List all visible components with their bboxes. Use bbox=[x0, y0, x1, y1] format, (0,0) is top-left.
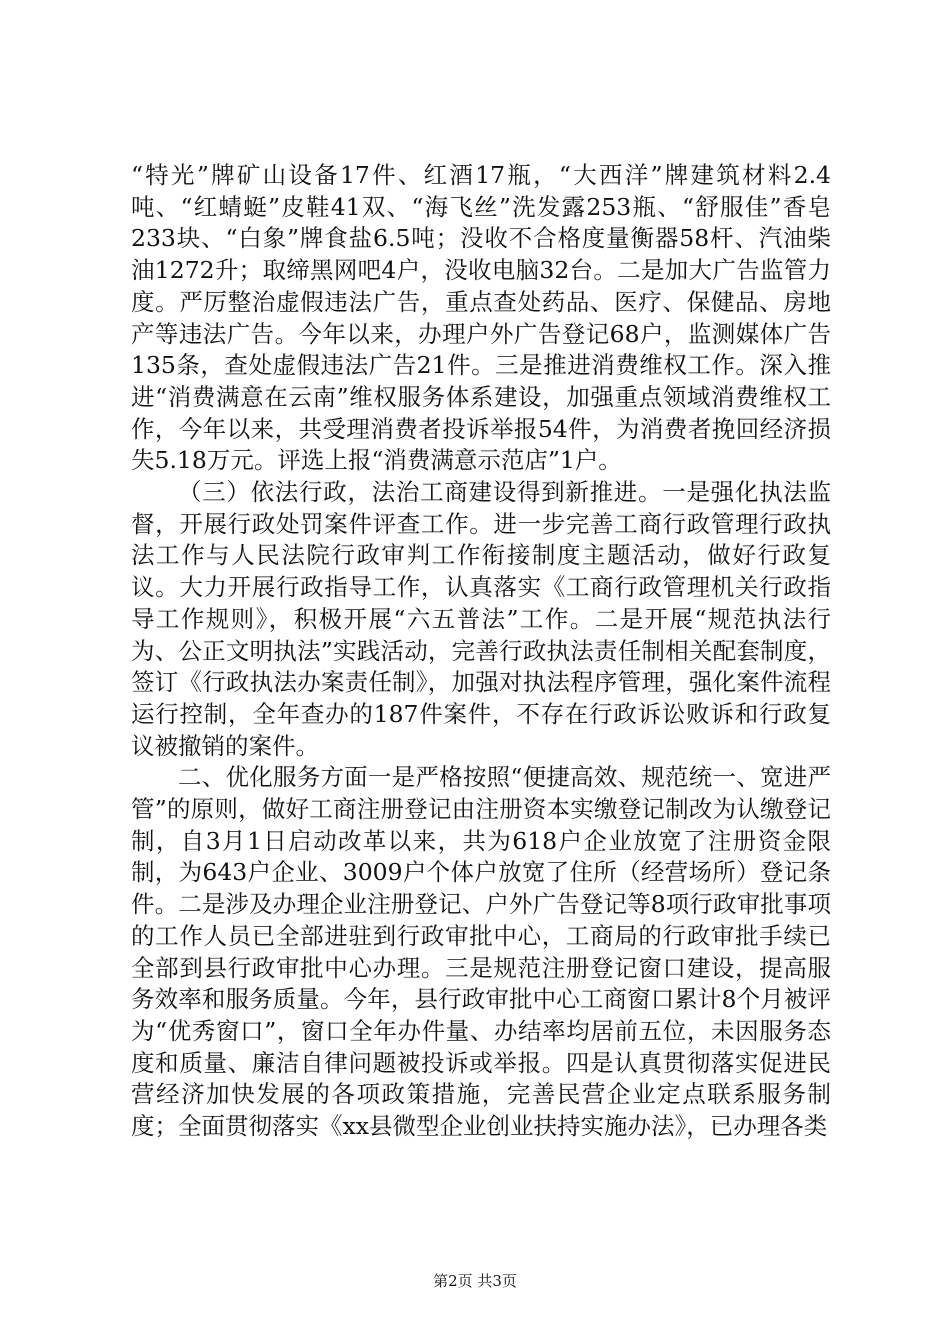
paragraph-2: （三）依法行政，法治工商建设得到新推进。一是强化执法监督，开展行政处罚案件评查工作。进一步完善工商行政管理行政执法工作与人民法院行政审判工作衔接制度主题活动，做好行政复议。大力开展行政指导工作，认真落实《工商行政管理机关行政指导工作规则》，积极开展“六五普法”工作。二是开展“规范执法行为、公正文明执法”实践活动，完善行政执法责任制相关配套制度，签订《行政执法办案责任制》，加强对执法程序管理，强化案件流程运行控制，全年查办的187件案件，不存在行政诉讼败诉和行政复议被撤销的案件。 bbox=[131, 478, 831, 760]
page-footer: 第2页 共3页 bbox=[433, 1272, 517, 1290]
paragraph-3: 二、优化服务方面一是严格按照“便捷高效、规范统一、宽进严管”的原则，做好工商注册登记由注册资本实缴登记制改为认缴登记制，自3月1日启动改革以来，共为618户企业放宽了注册资金限制，为643户企业、3009户个体户放宽了住所（经营场所）登记条件。二是涉及办理企业注册登记、户外广告登记等8项行政审批事项的工作人员已全部进驻到行政审批中心，工商局的行政审批手续已全部到县行政审批中心办理。三是规范注册登记窗口建设，提高服务效率和服务质量。今年，县行政审批中心工商窗口累计8个月被评为“优秀窗口”，窗口全年办件量、办结率均居前五位，未因服务态度和质量、廉洁自律问题被投诉或举报。四是认真贯彻落实促进民营经济加快发展的各项政策措施，完善民营企业定点联系服务制度；全面贯彻落实《xx县微型企业创业扶持实施办法》，已办理各类 bbox=[131, 763, 831, 1141]
document-body bbox=[131, 160, 831, 1143]
paragraph-1: “特光”牌矿山设备17件、红酒17瓶，“大西洋”牌建筑材料2.4吨、“红蜻蜓”皮鞋41双、“海飞丝”洗发露253瓶、“舒服佳”香皂233块、“白象”牌食盐6.5吨；没收不合格度量衡器58杆、汽油柴油1272升；取缔黑网吧4户，没收电脑32台。二是加大广告监管力度。严厉整治虚假违法广告，重点查处药品、医疗、保健品、房地产等违法广告。今年以来，办理户外广告登记68户，监测媒体广告135条，查处虚假违法广告21件。三是推进消费维权工作。深入推进“消费满意在云南”维权服务体系建设，加强重点领域消费维权工作，今年以来，共受理消费者投诉举报54件，为消费者挽回经济损失5.18万元。评选上报“消费满意示范店”1户。 bbox=[131, 161, 831, 475]
